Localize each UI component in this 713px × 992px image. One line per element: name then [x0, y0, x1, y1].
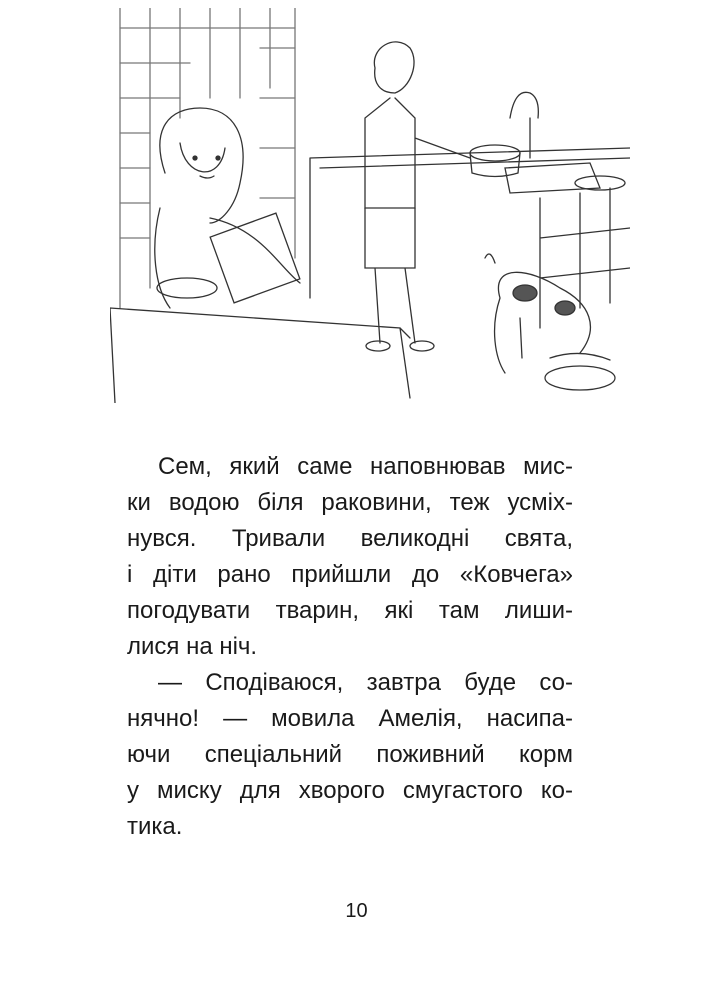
text-line: у миску для хворого смугастого ко-: [127, 777, 573, 804]
sink-and-cabinets: [310, 92, 630, 328]
text-line: нувся. Тривали великодні свята,: [127, 525, 573, 552]
text-line: ючи спеціальний поживний корм: [127, 741, 573, 768]
girl: [155, 108, 300, 308]
text-line: Сем, який саме наповнював мис-: [158, 453, 573, 480]
text-line: — Сподіваюся, завтра буде со-: [158, 669, 573, 696]
text-line: ки водою біля раковини, теж усміх-: [127, 489, 573, 516]
text-line: і діти рано прийшли до «Ковчега»: [127, 561, 573, 588]
page-number: 10: [345, 900, 368, 922]
window-grid: [120, 8, 295, 308]
dog: [485, 254, 615, 390]
text-line: лися на ніч.: [127, 633, 258, 660]
boy: [365, 42, 520, 351]
counter: [110, 308, 410, 403]
text-line: погодувати тварин, які там лиши-: [127, 597, 573, 624]
text-line: нячно! — мовила Амелія, насипа-: [127, 705, 573, 732]
text-line: тика.: [127, 813, 183, 840]
illustration: [110, 8, 630, 403]
